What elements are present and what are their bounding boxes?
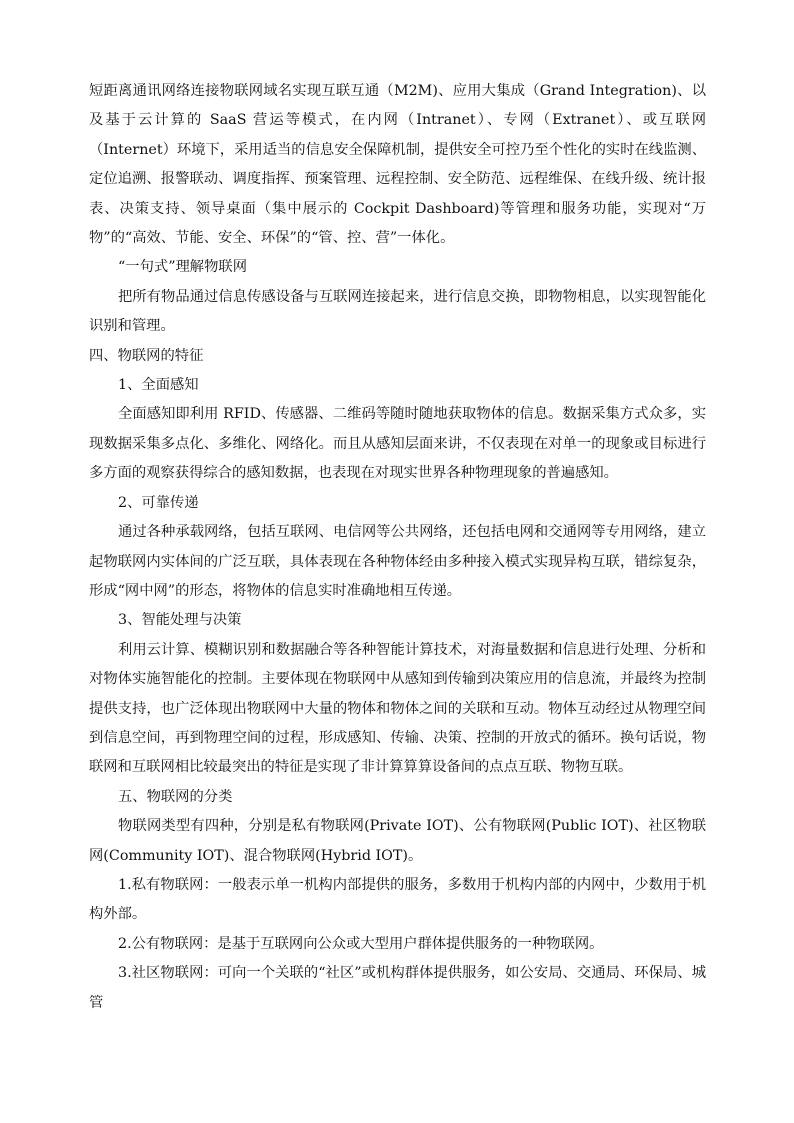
paragraph-one-sentence-body: 把所有物品通过信息传感设备与互联网连接起来，进行信息交换，即物物相息，以实现智能化识别和管理。 [89,288,706,335]
paragraph-continuation: 短距离通讯网络连接物联网域名实现互联互通（M2M)、应用大集成（Grand Integration)、以及基于云计算的 SaaS 营运等模式，在内网（Intranet）、专网（Extranet）、或互联网（Internet）环境下，采用适当的信息安全保障机制，提供安全可控乃至个性化的实时在线监测、定位追溯、报警联动、调度指挥、预案管理、远程控制、安全防范、远程维保、在线升级、统计报表、决策支持、领导桌面（集中展示的 Cockpit Dashboard)等管理和服务功能，实现对“万物”的“高效、节能、安全、环保”的“管、控、营”一体化。 [89,83,706,247]
subheading-full-perception: 1、全面感知 [118,377,199,394]
paragraph-reliable-transmission: 通过各种承载网络，包括互联网、电信网等公共网络，还包括电网和交通网等专用网络，建立起物联网内实体间的广泛互联，具体表现在各种物体经由多种接入模式实现异构互联，错综复杂，形成“网中网”的形态，将物体的信息实时准确地相互传递。 [89,524,706,599]
paragraph-one-sentence-title: “一句式”理解物联网 [118,259,247,276]
section-heading-classification: 五、物联网的分类 [118,788,233,805]
paragraph-public-iot: 2.公有物联网：是基于互联网向公众或大型用户群体提供服务的一种物联网。 [118,935,604,952]
subheading-reliable-transmission: 2、可靠传递 [118,494,199,511]
subheading-intelligent-processing: 3、智能处理与决策 [118,612,242,629]
paragraph-intelligent-processing: 利用云计算、模糊识别和数据融合等各种智能计算技术，对海量数据和信息进行处理、分析和对物体实施智能化的控制。主要体现在物联网中从感知到传输到决策应用的信息流，并最终为控制提供支持，也广泛体现出物联网中大量的物体和物体之间的关联和互动。物体互动经过从物理空间到信息空间，再到物理空间的过程，形成感知、传输、决策、控制的开放式的循环。换句话说，物联网和互联网相比较最突出的特征是实现了非计算算算设备间的点点互联、物物互联。 [89,641,706,776]
document-page [89,77,706,1018]
section-heading-features: 四、物联网的特征 [89,347,204,364]
paragraph-full-perception: 全面感知即利用 RFID、传感器、二维码等随时随地获取物体的信息。数据采集方式众多，实现数据采集多点化、多维化、网络化。而且从感知层面来讲，不仅表现在对单一的现象或目标进行多方面的观察获得综合的感知数据，也表现在对现实世界各种物理现象的普遍感知。 [89,406,706,482]
paragraph-private-iot: 1.私有物联网：一般表示单一机构内部提供的服务，多数用于机构内部的内网中，少数用于机构外部。 [89,876,706,923]
paragraph-classification-intro: 物联网类型有四种，分别是私有物联网(Private IOT)、公有物联网(Public IOT)、社区物联网(Community IOT)、混合物联网(Hybrid IOT)。 [89,818,706,864]
paragraph-community-iot: 3.社区物联网：可向一个关联的“社区”或机构群体提供服务，如公安局、交通局、环保局、城管 [89,965,706,1011]
